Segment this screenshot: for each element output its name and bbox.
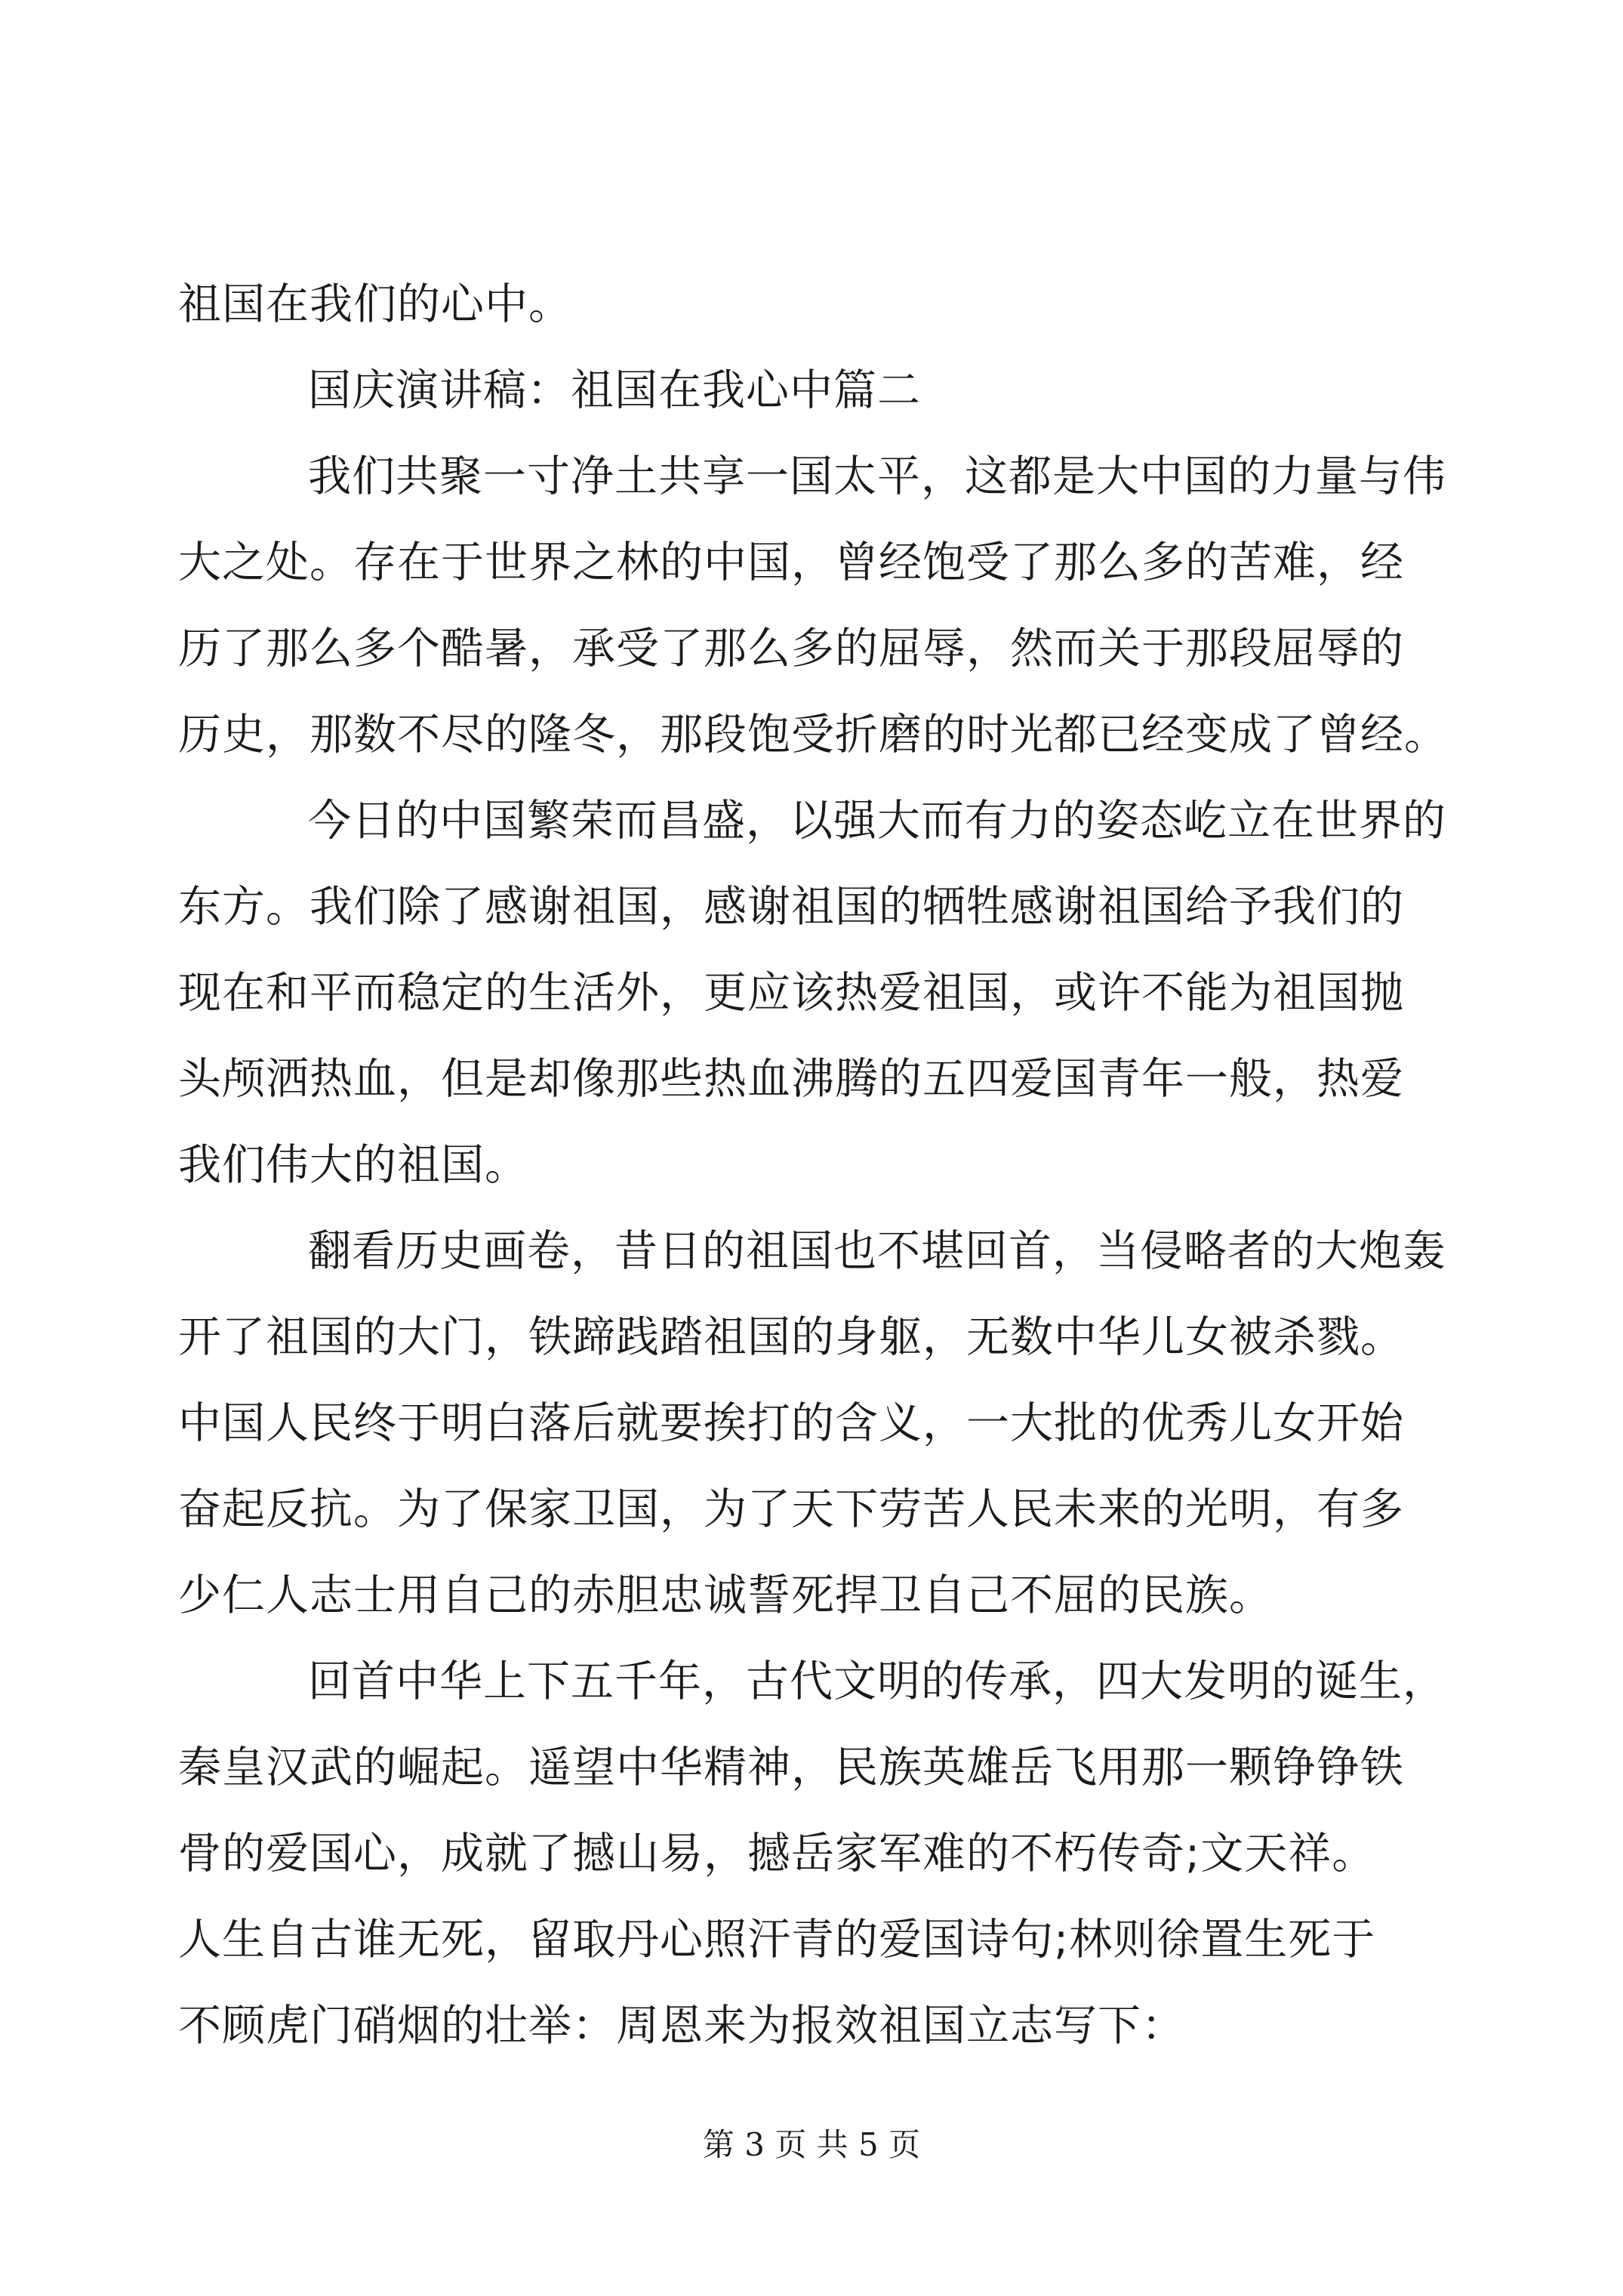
text-line: 开了祖国的大门，铁蹄践踏祖国的身躯，无数中华儿女被杀戮。	[178, 1312, 1404, 1362]
text-line: 奋起反抗。为了保家卫国，为了天下劳苦人民未来的光明，有多	[178, 1484, 1404, 1534]
text-line: 秦皇汉武的崛起。遥望中华精神，民族英雄岳飞用那一颗铮铮铁	[178, 1743, 1404, 1792]
text-line: 头颅洒热血，但是却像那些热血沸腾的五四爱国青年一般，热爱	[178, 1054, 1404, 1104]
text-line: 历史，那数不尽的隆冬，那段饱受折磨的时光都已经变成了曾经。	[178, 710, 1448, 760]
document-body	[178, 261, 1461, 2069]
text-line: 少仁人志士用自己的赤胆忠诚誓死捍卫自己不屈的民族。	[178, 1570, 1273, 1620]
section-heading: 国庆演讲稿：祖国在我心中篇二	[308, 365, 921, 415]
text-line: 人生自古谁无死，留取丹心照汗青的爱国诗句;林则徐置生死于	[178, 1915, 1376, 1965]
text-line: 大之处。存在于世界之林的中国，曾经饱受了那么多的苦难，经	[178, 538, 1404, 587]
text-line: 我们伟大的祖国。	[178, 1140, 528, 1190]
text-line: 中国人民终于明白落后就要挨打的含义，一大批的优秀儿女开始	[178, 1398, 1404, 1448]
text-line: 历了那么多个酷暑，承受了那么多的屈辱，然而关于那段屈辱的	[178, 624, 1404, 673]
text-line: 回首中华上下五千年，古代文明的传承，四大发明的诞生，	[308, 1657, 1446, 1706]
text-line: 不顾虎门硝烟的壮举：周恩来为报效祖国立志写下：	[178, 2001, 1185, 2051]
page-number-footer: 第 3 页 共 5 页	[702, 2126, 921, 2163]
text-line: 今日的中国繁荣而昌盛，以强大而有力的姿态屹立在世界的	[308, 796, 1446, 846]
text-line: 东方。我们除了感谢祖国，感谢祖国的牺牲感谢祖国给予我们的	[178, 882, 1404, 932]
text-line: 祖国在我们的心中。	[178, 279, 572, 329]
text-line: 翻看历史画卷，昔日的祖国也不堪回首，当侵略者的大炮轰	[308, 1226, 1446, 1276]
text-line: 我们共聚一寸净土共享一国太平，这都是大中国的力量与伟	[308, 451, 1446, 501]
text-line: 骨的爱国心，成就了撼山易，撼岳家军难的不朽传奇;文天祥。	[178, 1829, 1376, 1878]
text-line: 现在和平而稳定的生活外，更应该热爱祖国，或许不能为祖国抛	[178, 968, 1404, 1018]
